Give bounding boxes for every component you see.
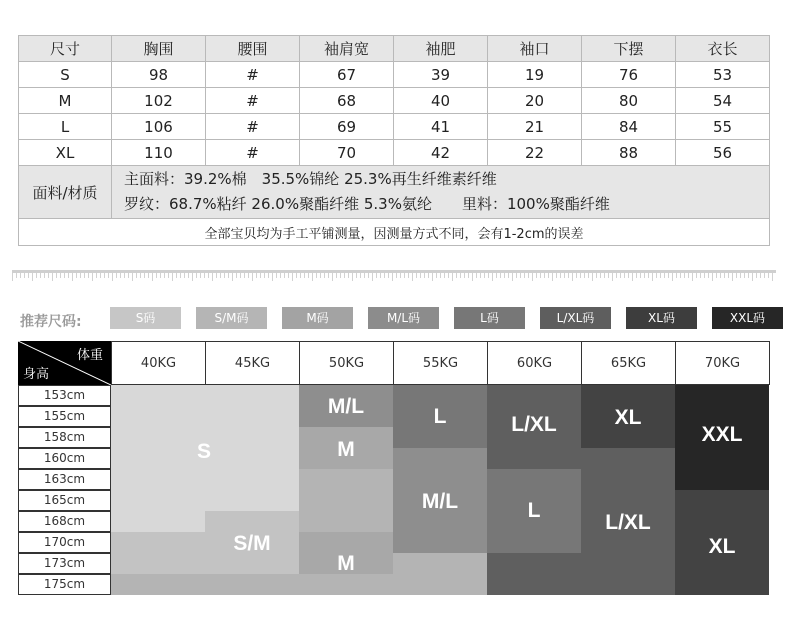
ruler-tick: [200, 273, 201, 278]
ruler-tick: [148, 273, 149, 278]
ruler-tick: [192, 273, 193, 281]
ruler-tick: [728, 273, 729, 278]
ruler-tick: [44, 273, 45, 278]
ruler-tick: [56, 273, 57, 278]
table-row: [19, 140, 770, 166]
ruler-tick: [104, 273, 105, 278]
ruler-tick: [624, 273, 625, 278]
ruler-tick: [380, 273, 381, 278]
ruler-tick: [772, 273, 773, 281]
ruler-tick: [368, 273, 369, 278]
ruler-tick: [288, 273, 289, 278]
ruler-tick: [416, 273, 417, 278]
ruler-tick: [668, 273, 669, 278]
ruler-tick: [620, 273, 621, 278]
ruler-tick: [124, 273, 125, 278]
ruler-tick: [540, 273, 541, 278]
ruler-tick: [108, 273, 109, 278]
ruler-tick: [20, 273, 21, 278]
ruler-tick: [456, 273, 457, 278]
ruler-tick: [100, 273, 101, 278]
ruler-tick: [92, 273, 93, 281]
ruler-tick: [524, 273, 525, 278]
ruler-tick: [216, 273, 217, 278]
header-cell: 袖肥: [394, 36, 488, 62]
ruler-tick: [720, 273, 721, 278]
ruler-tick: [384, 273, 385, 278]
ruler-tick: [140, 273, 141, 278]
table-cell: 88: [582, 140, 676, 166]
ruler-tick: [224, 273, 225, 278]
ruler-tick: [292, 273, 293, 281]
size-zone-label: L: [527, 499, 541, 522]
ruler-tick: [76, 273, 77, 278]
ruler-tick: [360, 273, 361, 278]
height-row-label: 165cm: [18, 490, 111, 511]
ruler-tick: [660, 273, 661, 278]
ruler-tick: [608, 273, 609, 278]
table-cell: 39: [394, 62, 488, 88]
ruler-tick: [512, 273, 513, 281]
ruler-tick: [504, 273, 505, 278]
ruler-tick: [232, 273, 233, 281]
ruler-tick: [744, 273, 745, 278]
size-table: [18, 35, 770, 246]
ruler-tick: [28, 273, 29, 278]
height-row-label: 175cm: [18, 574, 111, 595]
table-cell: 56: [676, 140, 770, 166]
ruler-tick: [644, 273, 645, 278]
ruler-tick: [704, 273, 705, 278]
weight-header-cell: 50KG: [299, 341, 394, 385]
ruler-tick: [408, 273, 409, 278]
size-zone: [393, 553, 487, 595]
ruler-tick: [248, 273, 249, 278]
ruler-tick: [340, 273, 341, 278]
table-cell: 106: [112, 114, 206, 140]
ruler-tick: [40, 273, 41, 278]
height-row-label: 173cm: [18, 553, 111, 574]
ruler-tick: [500, 273, 501, 278]
ruler-tick: [228, 273, 229, 278]
ruler-tick: [88, 273, 89, 278]
measurement-note: 全部宝贝均为手工平铺测量，因测量方式不同，会有1-2cm的误差: [19, 219, 770, 246]
ruler-tick: [760, 273, 761, 278]
ruler-tick: [684, 273, 685, 278]
table-cell: 76: [582, 62, 676, 88]
ruler-tick: [328, 273, 329, 278]
ruler-tick: [212, 273, 213, 281]
ruler-tick: [636, 273, 637, 278]
recommend-size-chip: L/XL码: [540, 307, 611, 329]
height-row-label: 168cm: [18, 511, 111, 532]
ruler-tick: [376, 273, 377, 278]
ruler-tick: [648, 273, 649, 278]
table-cell: 67: [300, 62, 394, 88]
table-cell: S: [19, 62, 112, 88]
ruler-tick: [496, 273, 497, 278]
ruler-tick: [12, 273, 13, 281]
ruler-tick: [320, 273, 321, 278]
ruler-tick: [336, 273, 337, 278]
ruler-tick: [128, 273, 129, 278]
table-cell: 55: [676, 114, 770, 140]
ruler-tick: [300, 273, 301, 278]
ruler-divider: [12, 270, 776, 284]
height-row-label: 160cm: [18, 448, 111, 469]
table-cell: 22: [488, 140, 582, 166]
table-cell: 20: [488, 88, 582, 114]
ruler-tick: [768, 273, 769, 278]
weight-header-cell: 40KG: [111, 341, 206, 385]
ruler-tick: [308, 273, 309, 278]
ruler-tick: [740, 273, 741, 278]
recommend-size-chip: M/L码: [368, 307, 439, 329]
ruler-tick: [544, 273, 545, 278]
ruler-tick: [156, 273, 157, 278]
table-cell: 21: [488, 114, 582, 140]
ruler-tick: [144, 273, 145, 278]
height-row-label: 170cm: [18, 532, 111, 553]
ruler-tick: [132, 273, 133, 281]
recommend-label: 推荐尺码:: [20, 314, 82, 330]
table-cell: 68: [300, 88, 394, 114]
material-details: [112, 166, 770, 219]
ruler-tick: [180, 273, 181, 278]
table-cell: XL: [19, 140, 112, 166]
table-cell: #: [206, 140, 300, 166]
ruler-tick: [472, 273, 473, 281]
ruler-tick: [204, 273, 205, 278]
ruler-tick: [652, 273, 653, 281]
table-cell: 41: [394, 114, 488, 140]
ruler-tick: [480, 273, 481, 278]
size-zone-label: XL: [614, 406, 642, 429]
ruler-tick: [592, 273, 593, 281]
ruler-tick: [700, 273, 701, 278]
ruler-tick: [692, 273, 693, 281]
height-header: 身高: [23, 367, 50, 382]
header-cell: 衣长: [676, 36, 770, 62]
ruler-tick: [396, 273, 397, 278]
ruler-tick: [584, 273, 585, 278]
ruler-tick: [756, 273, 757, 278]
ruler-tick: [460, 273, 461, 278]
size-zone-label: S/M: [233, 532, 271, 555]
ruler-tick: [664, 273, 665, 278]
ruler-tick: [640, 273, 641, 278]
ruler-tick: [732, 273, 733, 281]
ruler-tick: [724, 273, 725, 278]
ruler-tick: [576, 273, 577, 278]
ruler-tick: [60, 273, 61, 278]
table-cell: 53: [676, 62, 770, 88]
ruler-tick: [536, 273, 537, 278]
ruler-tick: [64, 273, 65, 278]
size-zone: [111, 532, 205, 574]
weight-header-cell: 45KG: [205, 341, 300, 385]
table-cell: 84: [582, 114, 676, 140]
ruler-tick: [520, 273, 521, 278]
ruler-tick: [72, 273, 73, 281]
ruler-tick: [280, 273, 281, 278]
ruler-tick: [616, 273, 617, 278]
size-zone: [487, 553, 581, 595]
ruler-tick: [464, 273, 465, 278]
size-zone-label: S: [196, 440, 211, 463]
weight-header: 体重: [76, 348, 103, 363]
table-cell: L: [19, 114, 112, 140]
ruler-tick: [112, 273, 113, 281]
ruler-tick: [16, 273, 17, 278]
ruler-tick: [52, 273, 53, 281]
table-cell: 19: [488, 62, 582, 88]
ruler-tick: [324, 273, 325, 278]
ruler-tick: [708, 273, 709, 278]
size-zone-label: L: [433, 405, 447, 428]
size-zone-label: M: [337, 552, 355, 575]
ruler-tick: [264, 273, 265, 278]
ruler-tick: [432, 273, 433, 281]
ruler-tick: [352, 273, 353, 281]
size-zone-label: XXL: [701, 423, 743, 446]
height-row-label: 155cm: [18, 406, 111, 427]
ruler-tick: [596, 273, 597, 278]
header-cell: 袖肩宽: [300, 36, 394, 62]
table-cell: 70: [300, 140, 394, 166]
ruler-tick: [184, 273, 185, 278]
size-zone-label: L/XL: [511, 413, 557, 436]
table-cell: 102: [112, 88, 206, 114]
header-cell: 胸围: [112, 36, 206, 62]
corner-header: [18, 341, 111, 385]
ruler-tick: [528, 273, 529, 278]
recommend-size-chip: XL码: [626, 307, 697, 329]
ruler-tick: [256, 273, 257, 278]
table-cell: 42: [394, 140, 488, 166]
ruler-tick: [316, 273, 317, 278]
ruler-tick: [116, 273, 117, 278]
ruler-tick: [276, 273, 277, 278]
ruler-tick: [572, 273, 573, 281]
ruler-tick: [568, 273, 569, 278]
ruler-tick: [260, 273, 261, 278]
ruler-tick: [440, 273, 441, 278]
ruler-tick: [356, 273, 357, 278]
ruler-tick: [656, 273, 657, 278]
ruler-tick: [580, 273, 581, 278]
ruler-tick: [364, 273, 365, 278]
size-zone: [299, 469, 393, 532]
header-cell: 尺寸: [19, 36, 112, 62]
ruler-tick: [404, 273, 405, 278]
ruler-tick: [764, 273, 765, 278]
ruler-tick: [680, 273, 681, 278]
ruler-tick: [424, 273, 425, 278]
ruler-tick: [120, 273, 121, 278]
ruler-tick: [196, 273, 197, 278]
ruler-tick: [492, 273, 493, 281]
ruler-tick: [436, 273, 437, 278]
ruler-tick: [448, 273, 449, 278]
table-cell: 54: [676, 88, 770, 114]
note-row: [19, 219, 770, 246]
ruler-tick: [676, 273, 677, 278]
ruler-tick: [560, 273, 561, 278]
ruler-tick: [600, 273, 601, 278]
ruler-tick: [564, 273, 565, 278]
ruler-tick: [24, 273, 25, 278]
ruler-tick: [452, 273, 453, 281]
ruler-tick: [84, 273, 85, 278]
recommend-size-chip: L码: [454, 307, 525, 329]
height-row-label: 163cm: [18, 469, 111, 490]
ruler-tick: [220, 273, 221, 278]
ruler-tick: [388, 273, 389, 278]
weight-header-cell: 65KG: [581, 341, 676, 385]
ruler-tick: [516, 273, 517, 278]
header-cell: 袖口: [488, 36, 582, 62]
table-row: [19, 62, 770, 88]
ruler-tick: [428, 273, 429, 278]
table-row: [19, 114, 770, 140]
ruler-tick: [80, 273, 81, 278]
ruler-tick: [208, 273, 209, 278]
ruler-tick: [752, 273, 753, 281]
table-cell: #: [206, 62, 300, 88]
ruler-tick: [672, 273, 673, 281]
ruler-tick: [476, 273, 477, 278]
header-cell: 下摆: [582, 36, 676, 62]
ruler-tick: [488, 273, 489, 278]
height-row-label: 158cm: [18, 427, 111, 448]
ruler-tick: [164, 273, 165, 278]
ruler-tick: [484, 273, 485, 278]
material-label: 面料/材质: [19, 166, 112, 219]
recommend-size-chip: S/M码: [196, 307, 267, 329]
ruler-tick: [36, 273, 37, 278]
ruler-tick: [68, 273, 69, 278]
ruler-tick: [32, 273, 33, 281]
ruler-tick: [588, 273, 589, 278]
ruler-tick: [252, 273, 253, 281]
ruler-tick: [268, 273, 269, 278]
ruler-tick: [392, 273, 393, 281]
ruler-tick: [176, 273, 177, 278]
ruler-line: [12, 270, 776, 273]
table-cell: #: [206, 88, 300, 114]
weight-header-cell: 70KG: [675, 341, 770, 385]
size-table-header: [19, 36, 770, 62]
size-zone-label: M/L: [421, 490, 459, 513]
ruler-tick: [284, 273, 285, 278]
size-zone-label: XL: [708, 535, 736, 558]
material-line-2: 罗纹：68.7%粘纤 26.0%聚酯纤维 5.3%氨纶 里料：100%聚酯纤维: [124, 195, 610, 213]
size-zone-label: L/XL: [605, 511, 651, 534]
material-row: [19, 166, 770, 219]
ruler-tick: [444, 273, 445, 278]
ruler-tick: [552, 273, 553, 281]
size-zone-label: M: [337, 438, 355, 461]
ruler-tick: [632, 273, 633, 281]
ruler-tick: [304, 273, 305, 278]
header-cell: 腰围: [206, 36, 300, 62]
ruler-tick: [748, 273, 749, 278]
ruler-tick: [296, 273, 297, 278]
recommend-size-chip: S码: [110, 307, 181, 329]
size-recommendation-chart: [18, 341, 769, 596]
table-row: [19, 88, 770, 114]
ruler-tick: [172, 273, 173, 281]
ruler-tick: [532, 273, 533, 281]
ruler-tick: [136, 273, 137, 278]
weight-header-cell: 60KG: [487, 341, 582, 385]
ruler-tick: [168, 273, 169, 278]
ruler-tick: [312, 273, 313, 281]
ruler-tick: [712, 273, 713, 281]
ruler-tick: [344, 273, 345, 278]
size-zone-label: M/L: [327, 395, 365, 418]
ruler-tick: [696, 273, 697, 278]
material-line-1: 主面料：39.2%棉 35.5%锦纶 25.3%再生纤维素纤维: [124, 170, 497, 188]
table-cell: 40: [394, 88, 488, 114]
table-cell: M: [19, 88, 112, 114]
ruler-tick: [348, 273, 349, 278]
table-cell: 98: [112, 62, 206, 88]
recommend-size-chip: M码: [282, 307, 353, 329]
ruler-tick: [236, 273, 237, 278]
weight-header-cell: 55KG: [393, 341, 488, 385]
ruler-tick: [160, 273, 161, 278]
ruler-tick: [556, 273, 557, 278]
ruler-tick: [152, 273, 153, 281]
table-cell: 80: [582, 88, 676, 114]
ruler-tick: [604, 273, 605, 278]
ruler-tick: [688, 273, 689, 278]
ruler-tick: [508, 273, 509, 278]
ruler-tick: [48, 273, 49, 278]
ruler-tick: [548, 273, 549, 278]
table-cell: 69: [300, 114, 394, 140]
table-cell: 110: [112, 140, 206, 166]
table-cell: #: [206, 114, 300, 140]
ruler-tick: [332, 273, 333, 281]
ruler-tick: [372, 273, 373, 281]
ruler-tick: [468, 273, 469, 278]
ruler-tick: [716, 273, 717, 278]
recommend-size-chip: XXL码: [712, 307, 783, 329]
ruler-tick: [240, 273, 241, 278]
height-row-label: 153cm: [18, 385, 111, 406]
ruler-tick: [628, 273, 629, 278]
ruler-tick: [272, 273, 273, 281]
ruler-tick: [736, 273, 737, 278]
ruler-tick: [244, 273, 245, 278]
ruler-tick: [96, 273, 97, 278]
ruler-tick: [400, 273, 401, 278]
ruler-tick: [420, 273, 421, 278]
ruler-tick: [612, 273, 613, 281]
ruler-tick: [188, 273, 189, 278]
ruler-tick: [412, 273, 413, 281]
